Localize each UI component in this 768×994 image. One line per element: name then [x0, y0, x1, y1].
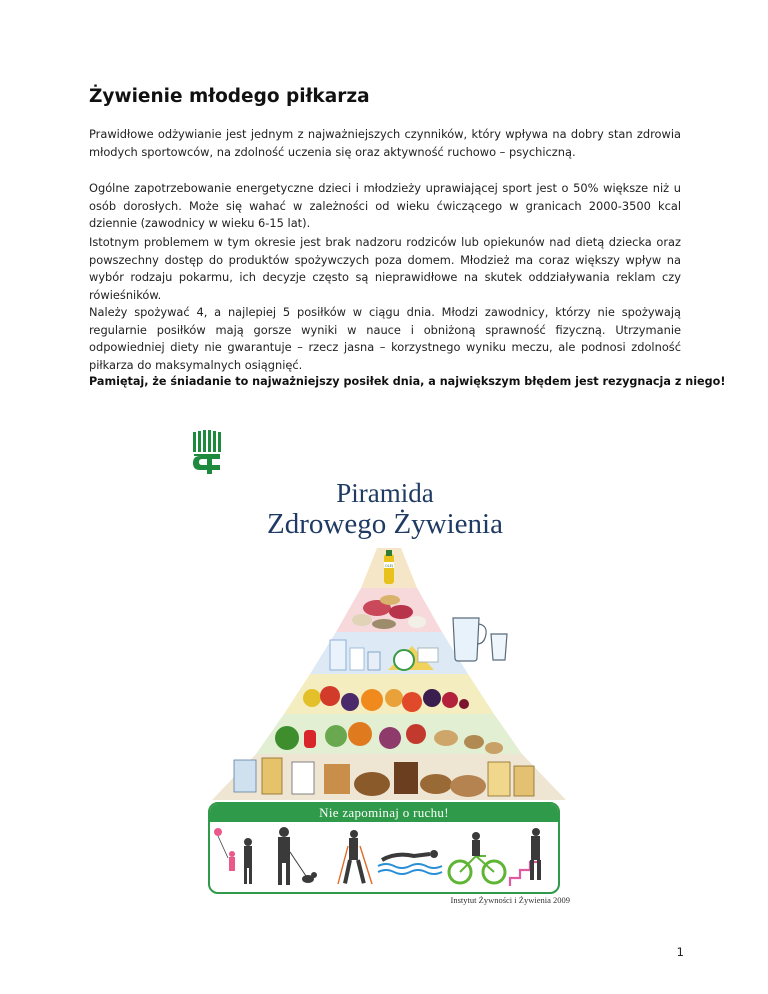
- water-jug-icon: [445, 612, 511, 662]
- swimming-icon: [378, 850, 442, 874]
- physical-activity-label: Nie zapominaj o ruchu!: [319, 805, 449, 820]
- paragraph-2: Ogólne zapotrzebowanie energetyczne dzieci i młodzieży uprawiającej sport jest o 50% większe niż u osób dorosłych. Może się wahać w zależności od wieku ćwiczącego w granicach 2000-3500 kcal dziennie (zawodnicy w wieku 6-15 lat).: [89, 181, 681, 230]
- family-walk-icon: [214, 828, 252, 884]
- paragraph-4: Należy spożywać 4, a najlepiej 5 posiłków w ciągu dnia. Młodzi zawodnicy, którzy nie spożywają regularnie posiłków mają gorsze wyniki w nauce i obniżoną sprawność fizyczną. Utrzymanie odpowiedniej diety nie gwarantuje – rzecz jasna – korzystnego wyniku meczu, ale podnosi zdolność piłkarza do maksymalnych osiągnięć.: [89, 305, 681, 372]
- oil-bottle-icon: [384, 550, 394, 584]
- paragraph-3: Istotnym problemem w tym okresie jest brak nadzoru rodziców lub opiekunów nad dietą dziecka oraz powszechny dostęp do produktów spożywczych poza domem. Młodzież ma coraz większy wpływ na wybór rodzaju pokarmu, ich decyzje często są nieprawidłowe na skutek oddziaływania reklam czy rówieśników.: [89, 235, 681, 302]
- paragraph-1: Prawidłowe odżywianie jest jednym z najważniejszych czynników, który wpływa na dobry stan zdrowia młodych sportowców, na zdolność uczenia się oraz aktywność ruchowo – psychiczną.: [89, 127, 681, 159]
- document-title: Żywienie młodego piłkarza: [89, 86, 370, 107]
- pyramid-title-line2: Zdrowego Żywienia: [267, 508, 503, 540]
- activity-silhouettes: [214, 824, 554, 888]
- page-number: 1: [676, 945, 684, 959]
- pyramid-credit: Instytut Żywności i Żywienia 2009: [450, 895, 570, 905]
- oil-bottle-label: OLEJ: [384, 564, 394, 568]
- dog-walk-icon: [278, 827, 317, 885]
- pyramid-title-line1: Piramida: [336, 478, 434, 508]
- institute-logo-icon: [190, 430, 224, 474]
- breakfast-reminder: Pamiętaj, że śniadanie to najważniejszy posiłek dnia, a największym błędem jest rezygnacja z niego!: [89, 375, 726, 388]
- food-pyramid-illustration: [212, 548, 566, 800]
- stairs-climbing-icon: [510, 828, 541, 886]
- cycling-icon: [449, 832, 505, 883]
- nordic-walking-icon: [338, 830, 372, 884]
